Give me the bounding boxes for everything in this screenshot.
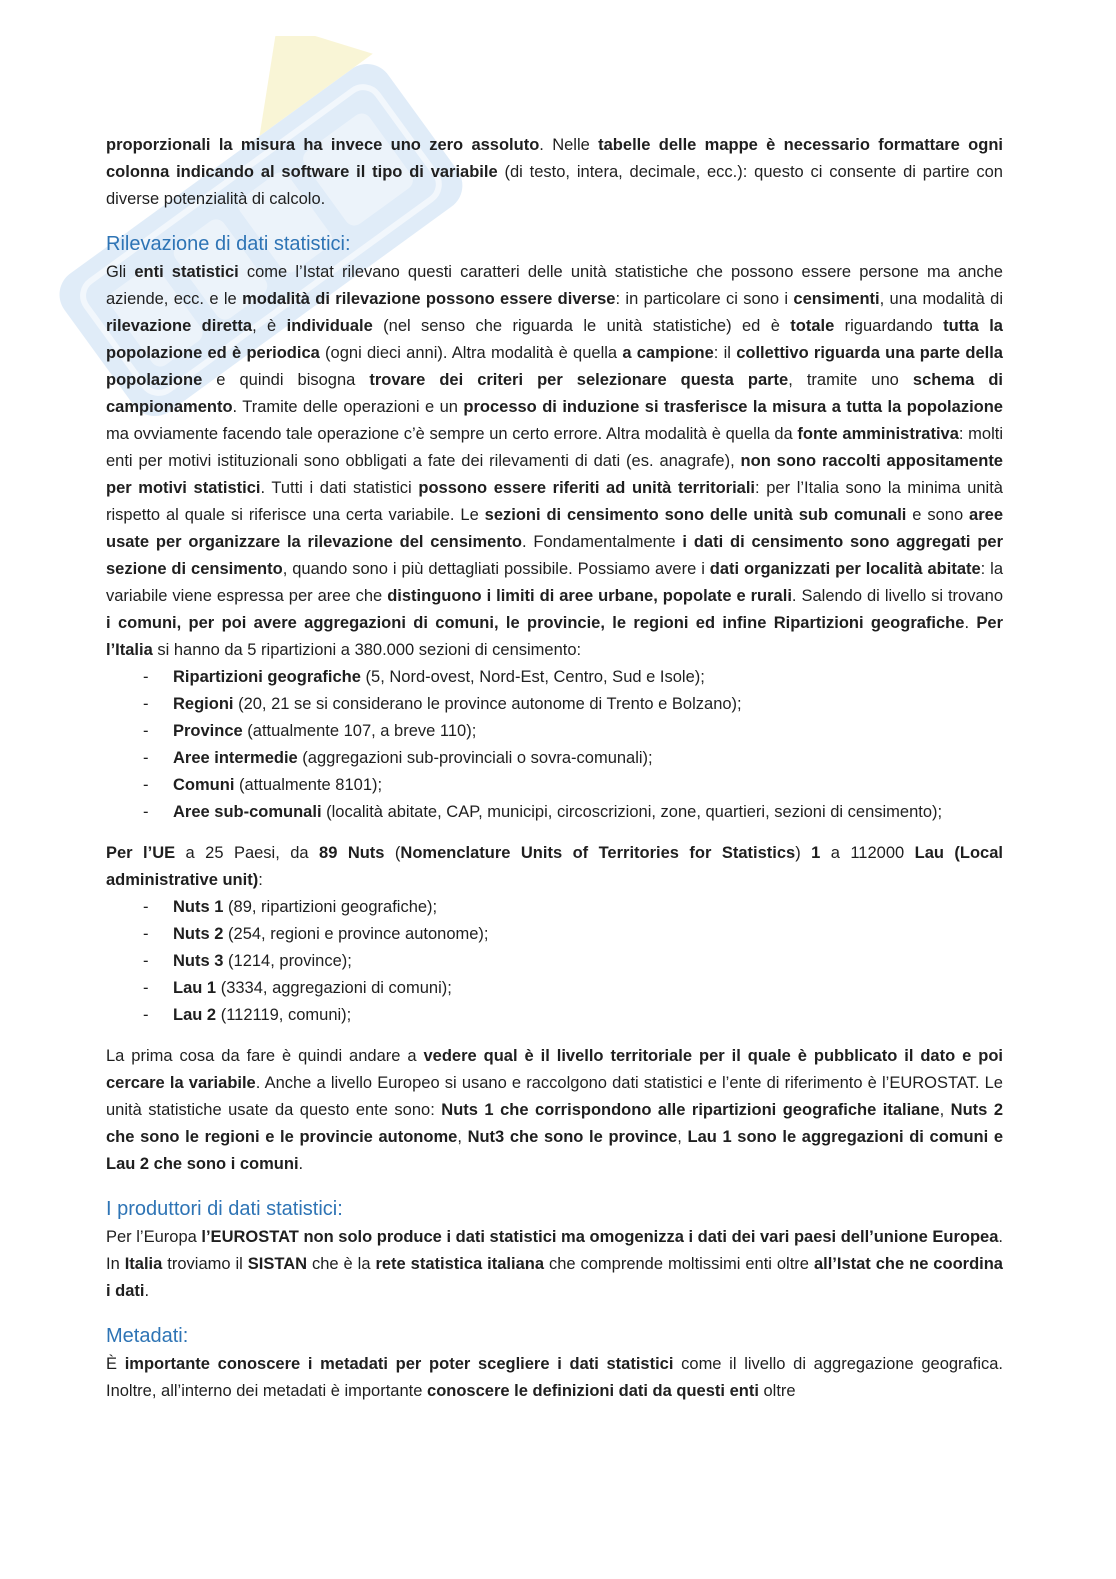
text: : molti enti per motivi istituzionali sono obbligati a fate dei rilevamenti di dati (es. anagrafe), (106, 425, 1004, 470)
bold-text: tabelle delle mappe è necessario formattare ogni colonna indicando al software il tipo di variabile (106, 136, 1003, 181)
text: a 25 Paesi, da (175, 844, 320, 862)
text: (89, ripartizioni geografiche); (223, 898, 438, 916)
bold-text: Lau 1 (173, 979, 217, 997)
bold-text: conoscere le definizioni dati da questi enti (427, 1382, 759, 1400)
bold-text: Nuts 1 (173, 898, 224, 916)
bold-text: processo di induzione si trasferisce la misura a tutta la popolazione (463, 398, 1003, 416)
bold-text: Regioni (173, 695, 234, 713)
text: (nel senso che riguarda le unità statistiche) ed è (372, 317, 791, 335)
text: , è (252, 317, 287, 335)
bold-text: totale (790, 317, 835, 335)
text: Per l’Europa (106, 1228, 202, 1246)
list-item (106, 691, 1003, 718)
text: : la variabile viene espressa per aree che (106, 560, 1004, 605)
list-marker: - (143, 803, 149, 821)
text: , (939, 1101, 951, 1119)
paragraph (106, 840, 1003, 894)
section-heading: Metadati: (106, 1325, 189, 1347)
text: (20, 21 se si considerano le province autonome di Trento e Bolzano); (233, 695, 742, 713)
list-marker: - (143, 668, 149, 686)
text: come l’Istat rilevano questi caratteri delle unità statistiche che possono essere persone ma anche aziende, ecc. e le (106, 263, 1003, 308)
bold-text: i comuni, per poi avere aggregazioni di comuni, le provincie, le regioni ed infine Ripartizioni geografiche (106, 614, 965, 632)
text: : per l’Italia sono la minima unità rispetto al quale si riferisce una certa variabile. Le (106, 479, 1003, 524)
text: a 112000 (820, 844, 915, 862)
bold-text: fonte amministrativa (797, 425, 959, 443)
bold-text: vedere qual è il livello territoriale per il quale è pubblicato il dato e poi cercare la variabile (106, 1047, 1003, 1092)
text: . (298, 1155, 304, 1173)
text: Gli (106, 263, 135, 281)
bold-text: tutta la popolazione ed è periodica (106, 317, 1003, 362)
text: , (677, 1128, 688, 1146)
text: come il livello di aggregazione geografica. Inoltre, all’interno dei metadati è importante (106, 1355, 1003, 1400)
bold-text: possono essere riferiti ad unità territoriali (418, 479, 756, 497)
list-item-text (173, 952, 352, 970)
text: ) (795, 844, 812, 862)
text: ma ovviamente facendo tale operazione c’è sempre un certo errore. Altra modalità è quella da (106, 425, 798, 443)
text: ( (384, 844, 401, 862)
text: È (106, 1355, 125, 1373)
bold-text: dati organizzati per località abitate (709, 560, 981, 578)
text: . (964, 614, 977, 632)
text: (attualmente 107, a breve 110); (242, 722, 477, 740)
text: (località abitate, CAP, municipi, circoscrizioni, zone, quartieri, sezioni di censimento); (321, 803, 943, 821)
text: : il (713, 344, 737, 362)
bold-text: aree usate per organizzare la rilevazione del censimento (106, 506, 1003, 551)
bold-text: individuale (286, 317, 373, 335)
list-marker: - (143, 952, 149, 970)
text: La prima cosa da fare è quindi andare a (106, 1047, 424, 1065)
text: . In (106, 1228, 1004, 1273)
list-item (106, 799, 1003, 826)
text: (112119, comuni); (216, 1006, 352, 1024)
list-marker: - (143, 722, 149, 740)
bold-text: 1 (811, 844, 821, 862)
bold-text: collettivo riguarda una parte della popolazione (106, 344, 1003, 389)
bold-text: proporzionali la misura ha invece uno zero assoluto (106, 136, 540, 154)
bold-text: schema di campionamento (106, 371, 1003, 416)
text: (3334, aggregazioni di comuni); (216, 979, 452, 997)
bold-text: rilevazione diretta (106, 317, 253, 335)
list-marker: - (143, 749, 149, 767)
list-item (106, 894, 1003, 921)
paragraph (106, 1224, 1003, 1305)
bold-text: i dati di censimento sono aggregati per sezione di censimento (106, 533, 1004, 578)
list-marker: - (143, 925, 149, 943)
list-item-text (173, 722, 476, 740)
list-item-text (173, 776, 382, 794)
text: , tramite uno (788, 371, 913, 389)
text: . Salendo di livello si trovano (791, 587, 1003, 605)
bold-text: all’Istat che ne coordina i dati (106, 1255, 1003, 1300)
section-heading: I produttori di dati statistici: (106, 1198, 343, 1220)
text: , una modalità di (879, 290, 1004, 308)
section-heading: Rilevazione di dati statistici: (106, 233, 351, 255)
list-marker: - (143, 695, 149, 713)
text: si hanno da 5 ripartizioni a 380.000 sezioni di censimento: (152, 641, 582, 659)
bold-text: Nomenclature Units of Territories for Statistics (400, 844, 796, 862)
list-item (106, 921, 1003, 948)
list-item-text (173, 668, 705, 686)
text: . Tramite delle operazioni e un (232, 398, 464, 416)
bold-text: Per l’UE (106, 844, 176, 862)
list-item (106, 745, 1003, 772)
bold-text: Lau (Local administrative unit) (106, 844, 1003, 889)
bold-text: rete statistica italiana (375, 1255, 544, 1273)
bold-text: Ripartizioni geografiche (173, 668, 361, 686)
list-marker: - (143, 898, 149, 916)
bold-text: non sono raccolti appositamente per motivi statistici (106, 452, 1003, 497)
list-marker: - (143, 979, 149, 997)
bold-text: sezioni di censimento sono delle unità sub comunali (484, 506, 907, 524)
text: (5, Nord-ovest, Nord-Est, Centro, Sud e Isole); (360, 668, 705, 686)
bold-text: distinguono i limiti di aree urbane, popolate e rurali (387, 587, 792, 605)
text: , (457, 1128, 468, 1146)
text: (1214, province); (223, 952, 352, 970)
list-marker: - (143, 1006, 149, 1024)
bold-text: Nuts 1 che corrispondono alle ripartizioni geografiche italiane (441, 1101, 940, 1119)
bullet-list (106, 664, 1003, 826)
paragraph (106, 132, 1003, 213)
bold-text: 89 Nuts (319, 844, 385, 862)
text: oltre (758, 1382, 796, 1400)
list-item-text (173, 1006, 351, 1024)
text: : (258, 871, 263, 889)
text: (aggregazioni sub-provinciali o sovra-comunali); (297, 749, 653, 767)
list-item (106, 948, 1003, 975)
text: che comprende moltissimi enti oltre (544, 1255, 814, 1273)
bold-text: Nut3 che sono le province (467, 1128, 678, 1146)
text: : in particolare ci sono i (615, 290, 794, 308)
text: (attualmente 8101); (234, 776, 383, 794)
list-item (106, 718, 1003, 745)
text: . Tutti i dati statistici (260, 479, 419, 497)
list-item (106, 1002, 1003, 1029)
bold-text: enti statistici (134, 263, 239, 281)
bold-text: censimenti (793, 290, 880, 308)
bold-text: Province (173, 722, 243, 740)
list-item-text (173, 803, 942, 821)
text: che è la (307, 1255, 376, 1273)
list-item-text (173, 925, 489, 943)
bold-text: Comuni (173, 776, 235, 794)
text: , quando sono i più dettagliati possibile. Possiamo avere i (282, 560, 710, 578)
bold-text: Lau 2 (173, 1006, 217, 1024)
list-marker: - (143, 776, 149, 794)
bold-text: Nuts 2 (173, 925, 224, 943)
text: . Anche a livello Europeo si usano e raccolgono dati statistici e l’ente di riferimento è l’EUROSTAT. Le unità statistiche usate da questo ente sono: (106, 1074, 1003, 1119)
text: e sono (906, 506, 970, 524)
text: riguardando (834, 317, 944, 335)
bold-text: modalità di rilevazione possono essere diverse (242, 290, 616, 308)
document-body (106, 132, 1003, 1419)
text: (254, regioni e province autonome); (223, 925, 489, 943)
text: (di testo, intera, decimale, ecc.): questo ci consente di partire con diverse potenzialità di calcolo. (106, 163, 1003, 208)
list-item (106, 772, 1003, 799)
bold-text: Per l’Italia (106, 614, 1004, 659)
paragraph (106, 259, 1003, 664)
list-item-text (173, 898, 437, 916)
list-item-text (173, 695, 742, 713)
bold-text: Lau 1 sono le aggregazioni di comuni e Lau 2 che sono i comuni (106, 1128, 1004, 1173)
bold-text: Nuts 2 che sono le regioni e le provincie autonome (106, 1101, 1003, 1146)
bullet-list (106, 894, 1003, 1029)
bold-text: importante conoscere i metadati per poter scegliere i dati statistici (124, 1355, 674, 1373)
bold-text: Italia (124, 1255, 163, 1273)
text: . (144, 1282, 150, 1300)
bold-text: SISTAN (247, 1255, 308, 1273)
bold-text: a campione (622, 344, 714, 362)
bold-text: Aree sub-comunali (173, 803, 322, 821)
paragraph (106, 1351, 1003, 1405)
list-item-text (173, 979, 452, 997)
bold-text: l’EUROSTAT non solo produce i dati statistici ma omogenizza i dati dei vari paesi dell’unione Europea (201, 1228, 999, 1246)
list-item-text (173, 749, 653, 767)
text: troviamo il (162, 1255, 248, 1273)
list-item (106, 664, 1003, 691)
bold-text: Nuts 3 (173, 952, 224, 970)
paragraph (106, 1043, 1003, 1178)
text: (ogni dieci anni). Altra modalità è quella (319, 344, 623, 362)
bold-text: trovare dei criteri per selezionare questa parte (369, 371, 789, 389)
text: e quindi bisogna (202, 371, 370, 389)
list-item (106, 975, 1003, 1002)
text: . Nelle (539, 136, 599, 154)
bold-text: Aree intermedie (173, 749, 298, 767)
text: . Fondamentalmente (522, 533, 683, 551)
